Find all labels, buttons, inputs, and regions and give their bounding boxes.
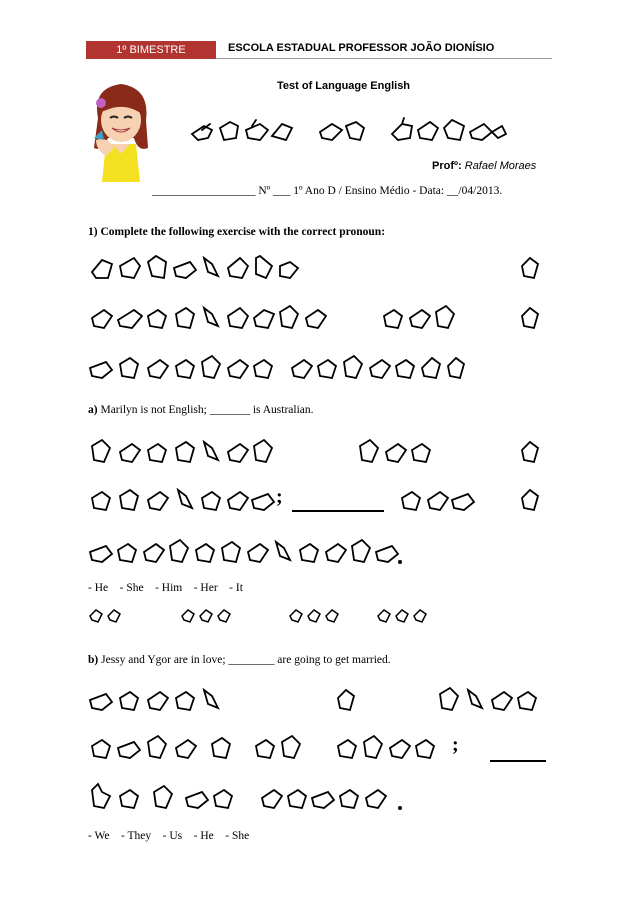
hand-sign-glyph xyxy=(254,360,272,378)
hand-sign-glyph xyxy=(202,492,220,510)
hand-sign-glyph xyxy=(228,258,248,278)
hand-sign-glyph xyxy=(252,494,274,510)
fingerspelled-instruction-row-3 xyxy=(88,352,548,384)
hand-sign-glyph xyxy=(428,492,448,510)
hand-sign-glyph xyxy=(192,124,212,140)
hand-sign-glyph xyxy=(178,490,192,508)
item-b-sign-row-2 xyxy=(88,732,468,764)
girl-avatar-image xyxy=(88,78,154,182)
hand-sign-glyph xyxy=(176,308,194,328)
hand-sign-glyph xyxy=(118,310,142,328)
hand-sign-glyph xyxy=(412,444,430,462)
hand-sign-glyph xyxy=(366,790,386,808)
hand-sign-glyph xyxy=(214,790,232,808)
hand-sign-glyph xyxy=(92,310,112,328)
hand-sign-glyph xyxy=(90,694,112,710)
hand-sign-glyph xyxy=(338,690,354,710)
hand-sign-glyph xyxy=(522,442,538,462)
hand-sign-glyph xyxy=(120,692,138,710)
hand-sign-glyph xyxy=(148,692,168,710)
semicolon-mark: ; xyxy=(276,486,283,508)
hand-sign-glyph xyxy=(204,308,218,326)
fingerspelled-name-row xyxy=(188,116,508,146)
hand-sign-glyph xyxy=(436,306,454,328)
hand-sign-glyph xyxy=(174,262,196,278)
item-a-options: - He - She - Him - Her - It xyxy=(88,582,243,594)
hand-sign-glyph xyxy=(360,440,378,462)
hand-sign-glyph xyxy=(228,308,248,328)
hand-sign-glyph xyxy=(254,310,274,328)
teacher-line xyxy=(432,160,536,172)
hand-sign-glyph xyxy=(120,358,138,378)
period-mark xyxy=(398,560,402,564)
hand-sign-glyph xyxy=(390,740,410,758)
hand-sign-glyph xyxy=(352,540,370,562)
fingerspelled-instruction-row-2 xyxy=(88,302,548,334)
item-b-sign-row-1 xyxy=(88,684,548,716)
hand-sign-glyph xyxy=(212,738,230,758)
hand-sign-glyph xyxy=(222,542,240,562)
hand-sign-glyph xyxy=(300,544,318,562)
hand-sign-glyph xyxy=(292,360,312,378)
hand-sign-glyph xyxy=(186,792,208,808)
hand-sign-glyph xyxy=(384,310,402,328)
hand-sign-glyph xyxy=(440,688,458,710)
hand-sign-glyph xyxy=(272,124,292,140)
hand-sign-glyph xyxy=(120,790,138,808)
item-a-options-signs xyxy=(88,604,448,624)
hand-sign-glyph xyxy=(288,790,306,808)
hand-sign-glyph xyxy=(196,544,214,562)
hand-sign-glyph xyxy=(92,440,110,462)
hand-sign-glyph xyxy=(378,610,426,622)
page-header xyxy=(86,34,552,58)
item-b-sign-row-3 xyxy=(88,782,398,814)
hand-sign-glyph xyxy=(176,360,194,378)
answer-blank-a xyxy=(292,510,384,512)
hand-sign-glyph xyxy=(118,742,140,758)
hand-sign-glyph xyxy=(90,362,112,378)
hand-sign-glyph xyxy=(246,120,268,140)
hand-sign-glyph xyxy=(318,360,336,378)
hand-sign-glyph xyxy=(220,122,238,140)
hand-sign-glyph xyxy=(202,356,220,378)
hand-sign-glyph xyxy=(522,308,538,328)
hand-sign-glyph xyxy=(92,784,110,808)
hand-sign-glyph xyxy=(518,692,536,710)
hand-sign-glyph xyxy=(386,444,406,462)
hand-sign-glyph xyxy=(148,492,168,510)
item-a-text: Marilyn is not English; _______ is Australian. xyxy=(100,404,314,416)
hand-sign-glyph xyxy=(452,494,474,510)
answer-blank-b xyxy=(490,760,546,762)
hand-sign-glyph xyxy=(182,610,230,622)
school-name: ESCOLA ESTADUAL PROFESSOR JOÃO DIONÍSIO xyxy=(228,42,495,54)
hand-sign-glyph xyxy=(370,360,390,378)
header-rule xyxy=(216,58,552,59)
hand-sign-glyph xyxy=(276,542,290,560)
hand-sign-glyph xyxy=(402,492,420,510)
semicolon-mark: ; xyxy=(452,734,459,756)
hand-sign-glyph xyxy=(120,490,138,510)
test-title: Test of Language English xyxy=(277,80,411,92)
hand-sign-glyph xyxy=(448,358,464,378)
hand-sign-glyph xyxy=(468,690,482,708)
hand-sign-glyph xyxy=(522,490,538,510)
hand-sign-glyph xyxy=(256,740,274,758)
hand-sign-glyph xyxy=(282,736,300,758)
hand-sign-glyph xyxy=(228,360,248,378)
hand-sign-glyph xyxy=(144,544,164,562)
question-1-instruction: 1) Complete the following exercise with the correct pronoun: xyxy=(88,226,386,238)
hand-sign-glyph xyxy=(256,256,272,278)
item-a-sign-row-3 xyxy=(88,536,408,568)
hand-sign-glyph xyxy=(148,310,166,328)
hand-sign-glyph xyxy=(92,260,112,278)
item-a-sign-row-1 xyxy=(88,436,548,468)
teacher-name: Rafael Moraes xyxy=(464,160,537,172)
hand-sign-glyph xyxy=(290,610,338,622)
hand-sign-glyph xyxy=(176,442,194,462)
hand-sign-glyph xyxy=(376,546,398,562)
student-info-line: __________________ Nº ___ 1º Ano D / Ensino Médio - Data: __/04/2013. xyxy=(152,185,503,197)
hand-sign-glyph xyxy=(118,544,136,562)
hand-sign-glyph xyxy=(320,124,342,140)
hand-sign-glyph xyxy=(422,358,440,378)
hand-sign-glyph xyxy=(280,306,298,328)
hand-sign-glyph xyxy=(254,440,272,462)
hand-sign-glyph xyxy=(418,122,438,140)
hand-sign-glyph xyxy=(522,258,538,278)
hand-sign-glyph xyxy=(204,442,218,460)
fingerspelled-instruction-row-1 xyxy=(88,252,548,284)
hand-sign-glyph xyxy=(90,610,120,622)
hand-sign-glyph xyxy=(338,740,356,758)
hand-sign-glyph xyxy=(470,124,492,140)
hand-sign-glyph xyxy=(410,310,430,328)
hand-sign-glyph xyxy=(312,792,334,808)
item-b-sentence xyxy=(88,654,391,666)
hand-sign-glyph xyxy=(326,544,346,562)
item-b-options: - We - They - Us - He - She xyxy=(88,830,250,842)
hand-sign-glyph xyxy=(444,120,464,140)
item-b-text: Jessy and Ygor are in love; ________ are going to get married. xyxy=(101,654,391,666)
hand-sign-glyph xyxy=(392,118,412,140)
hand-sign-glyph xyxy=(148,360,168,378)
item-b-letter: b) xyxy=(88,654,99,666)
item-a-letter: a) xyxy=(88,404,98,416)
hand-sign-glyph xyxy=(344,356,362,378)
hand-sign-glyph xyxy=(416,740,434,758)
hand-sign-glyph xyxy=(92,740,110,758)
teacher-label: Profº: xyxy=(432,160,462,172)
hand-sign-glyph xyxy=(120,444,140,462)
hand-sign-glyph xyxy=(340,790,358,808)
hand-sign-glyph xyxy=(280,262,298,278)
hand-sign-glyph xyxy=(228,444,248,462)
hand-sign-glyph xyxy=(148,444,166,462)
hand-sign-glyph xyxy=(176,740,196,758)
hand-sign-glyph xyxy=(204,258,218,276)
hand-sign-glyph xyxy=(90,546,112,562)
hand-sign-glyph xyxy=(492,126,506,138)
bimestre-badge: 1º BIMESTRE xyxy=(86,41,216,59)
hand-sign-glyph xyxy=(228,492,248,510)
hand-sign-glyph xyxy=(248,544,268,562)
hand-sign-glyph xyxy=(364,736,382,758)
hand-sign-glyph xyxy=(170,540,188,562)
hand-sign-glyph xyxy=(92,492,110,510)
hand-sign-glyph xyxy=(492,692,512,710)
hand-sign-glyph xyxy=(346,122,364,140)
hand-sign-glyph xyxy=(148,256,166,278)
hand-sign-glyph xyxy=(396,360,414,378)
hand-sign-glyph xyxy=(176,692,194,710)
hand-sign-glyph xyxy=(262,790,282,808)
hand-sign-glyph xyxy=(204,690,218,708)
hand-sign-glyph xyxy=(120,258,140,278)
period-mark xyxy=(398,806,402,810)
item-a-sentence xyxy=(88,404,314,416)
hand-sign-glyph xyxy=(306,310,326,328)
hand-sign-glyph xyxy=(148,736,166,758)
hand-sign-glyph xyxy=(154,786,172,808)
